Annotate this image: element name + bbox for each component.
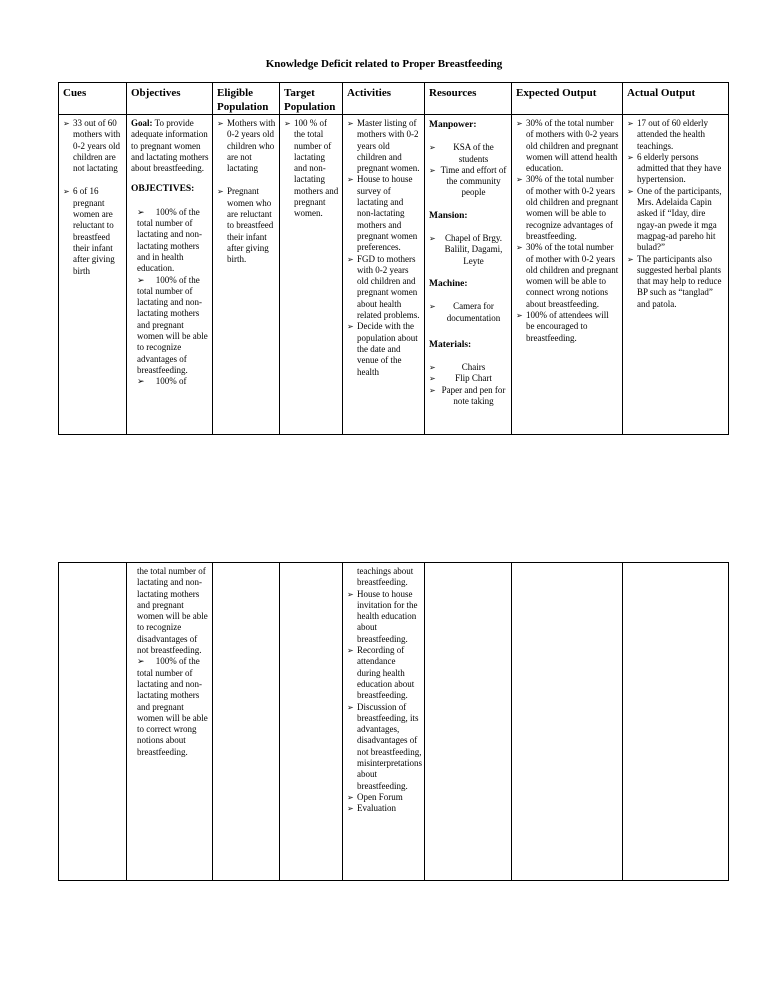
activity-text: House to house survey of lactating and non-lactating mothers and pregnant women preferences. (357, 174, 418, 253)
list-item (63, 186, 123, 276)
actual-text: One of the participants, Mrs. Adelaida Capin asked if “Iday, dire ngay-an pwede it mga magpag-ad pareho hit bulad?” (637, 185, 722, 253)
expected-text: 30% of the total number of mother with 0-2 years old children and pregnant women will be able to connect wrong notions about breastfeeding. (526, 242, 619, 309)
bullet-arrow-icon: ➢ (627, 254, 634, 264)
objective-text: 100% of the total number of lactating and non-lactating mothers and pregnant women will be able to correct wrong notions about breastfeeding. (137, 656, 208, 757)
list-item (429, 233, 508, 267)
list-item (347, 321, 421, 377)
activity-text: Master listing of mothers with 0-2 years old children and pregnant women. (357, 118, 420, 174)
bullet-arrow-icon: ➢ (516, 175, 523, 185)
bullet-arrow-icon: ➢ (429, 143, 436, 153)
bullet-arrow-icon: ➢ (627, 119, 634, 128)
bullet-arrow-icon: ➢ (429, 385, 436, 395)
activities-cell (343, 115, 425, 435)
bullet-arrow-icon: ➢ (347, 322, 354, 332)
list-item (429, 362, 508, 373)
expected-text: 30% of the total number of mother with 0-2 years old children and pregnant women will be able to recognize advantages of breastfeeding. (526, 174, 619, 241)
list-item (516, 310, 619, 344)
list-item (347, 645, 421, 701)
table-row (59, 115, 729, 435)
objective-text: 100% of the total number of lactating and non-lactating mothers and pregnant women will be able to recognize advantages of breastfeeding. (137, 274, 208, 375)
cue-text: 6 of 16 pregnant women are reluctant to breastfeed their infant after giving birth (73, 186, 115, 276)
list-item (347, 254, 421, 322)
target-population-cell (280, 115, 343, 435)
list-item (429, 142, 508, 165)
list-item (627, 186, 725, 254)
eligible-text: Pregnant women who are reluctant to breastfeed their infant after giving birth. (227, 186, 274, 265)
target-population-cell (280, 563, 343, 881)
list-item (347, 118, 421, 174)
bullet-arrow-icon: ➢ (627, 152, 634, 162)
header-objectives: Objectives (127, 83, 213, 115)
bullet-arrow-icon: ➢ (627, 186, 634, 196)
header-eligible-population: Eligible Population (213, 83, 280, 115)
header-actual-output: Actual Output (623, 83, 729, 115)
bullet-arrow-icon: ➢ (347, 646, 354, 656)
resources-cell (425, 563, 512, 881)
list-item (63, 118, 123, 174)
page-title: Knowledge Deficit related to Proper Breastfeeding (265, 58, 503, 70)
eligible-population-cell (213, 563, 280, 881)
activity-text: House to house invitation for the health education about breastfeeding. (357, 588, 418, 644)
objectives-cell (127, 115, 213, 435)
list-item (429, 385, 508, 408)
activity-text: FGD to mothers with 0-2 years old children and pregnant women about health related problems. (357, 253, 420, 321)
resource-text: Time and effort of the community people (440, 164, 507, 198)
materials-label: Materials: (429, 339, 472, 350)
cues-cell (59, 115, 127, 435)
bullet-arrow-icon: ➢ (347, 175, 354, 185)
activities-cell (343, 563, 425, 881)
list-item (131, 275, 209, 377)
objective-text: 100% of the total number of lactating and non-lactating mothers and in health education. (137, 206, 202, 274)
objective-continuation: the total number of lactating and non-lactating mothers and pregnant women will be able to recognize disadvantages of not breastfeeding. (137, 566, 208, 656)
list-item (131, 656, 209, 758)
cues-cell (59, 563, 127, 881)
resource-text: Flip Chart (455, 373, 492, 384)
list-item (131, 207, 209, 275)
list-item (217, 186, 276, 265)
activity-text: Recording of attendance during health education about breastfeeding. (357, 645, 415, 701)
manpower-label: Manpower: (429, 120, 477, 130)
activity-text: Decide with the population about the date and venue of the health (357, 321, 418, 377)
actual-text: The participants also suggested herbal plants that may help to reduce BP such as “tanglad” and patola. (637, 253, 722, 309)
resource-text: Paper and pen for note taking (441, 384, 506, 407)
list-item (429, 373, 508, 384)
goal-text: To provide adequate information to pregnant women and lactating mothers about breastfeeding. (131, 118, 209, 174)
bullet-arrow-icon: ➢ (516, 119, 523, 128)
bullet-arrow-icon: ➢ (429, 234, 436, 244)
bullet-arrow-icon: ➢ (347, 254, 354, 264)
bullet-arrow-icon: ➢ (137, 274, 145, 285)
objectives-label: OBJECTIVES: (131, 184, 195, 195)
bullet-arrow-icon: ➢ (347, 119, 354, 128)
resource-text: Camera for documentation (446, 301, 501, 323)
list-item (627, 152, 725, 186)
expected-output-cell (512, 563, 623, 881)
header-cues: Cues (59, 83, 127, 115)
bullet-arrow-icon: ➢ (429, 302, 436, 312)
bullet-arrow-icon: ➢ (516, 311, 523, 321)
list-item (131, 376, 209, 387)
list-item (627, 254, 725, 310)
bullet-arrow-icon: ➢ (137, 376, 145, 387)
expected-text: 30% of the total number of mothers with 0-2 years old children and pregnant women will attend health education. (526, 118, 619, 174)
list-item (347, 174, 421, 253)
activity-text: Evaluation (357, 803, 396, 814)
eligible-text: Mothers with 0-2 years old children who are not lactating (227, 118, 276, 174)
header-resources: Resources (425, 83, 512, 115)
goal-label: Goal: (131, 118, 153, 128)
bullet-arrow-icon: ➢ (217, 187, 224, 197)
resource-text: Chairs (461, 362, 486, 373)
list-item (217, 118, 276, 174)
bullet-arrow-icon: ➢ (429, 363, 436, 373)
resource-text: Chapel of Brgy. Balilit, Dagami, Leyte (444, 233, 503, 266)
objective-text: 100% of (155, 376, 187, 387)
list-item (429, 301, 508, 324)
list-item (347, 566, 421, 589)
list-item (516, 118, 619, 174)
resource-text: KSA of the students (453, 142, 494, 164)
objectives-cell (127, 563, 213, 881)
bullet-arrow-icon: ➢ (347, 589, 354, 599)
actual-text: 6 elderly persons admitted that they have hypertension. (637, 151, 722, 185)
eligible-population-cell (213, 115, 280, 435)
bullet-arrow-icon: ➢ (429, 165, 436, 175)
table-header-row (59, 83, 729, 115)
bullet-arrow-icon: ➢ (63, 187, 70, 197)
care-plan-table-page-1 (58, 82, 729, 435)
activity-continuation: teachings about breastfeeding. (357, 566, 414, 588)
activity-text: Open Forum (357, 791, 403, 802)
target-text: 100 % of the total number of lactating and non-lactating mothers and pregnant women. (294, 118, 339, 219)
bullet-arrow-icon: ➢ (63, 119, 70, 128)
expected-output-cell (512, 115, 623, 435)
header-target-population: Target Population (280, 83, 343, 115)
bullet-arrow-icon: ➢ (429, 374, 436, 384)
list-item (516, 242, 619, 310)
list-item (627, 118, 725, 152)
cue-text: 33 out of 60 mothers with 0-2 years old children are not lactating (73, 118, 121, 174)
actual-output-cell (623, 115, 729, 435)
bullet-arrow-icon: ➢ (347, 804, 354, 814)
bullet-arrow-icon: ➢ (137, 656, 145, 667)
care-plan-table-page-2 (58, 562, 729, 881)
bullet-arrow-icon: ➢ (347, 702, 354, 712)
bullet-arrow-icon: ➢ (217, 119, 224, 128)
resources-cell (425, 115, 512, 435)
machine-label: Machine: (429, 278, 468, 289)
list-item (284, 118, 339, 220)
actual-output-cell (623, 563, 729, 881)
bullet-arrow-icon: ➢ (284, 119, 291, 128)
expected-text: 100% of attendees will be encouraged to breastfeeding. (526, 310, 609, 343)
actual-text: 17 out of 60 elderly attended the health teachings. (637, 118, 708, 151)
bullet-arrow-icon: ➢ (516, 243, 523, 253)
mansion-label: Mansion: (429, 210, 468, 221)
activity-text: Discussion of breastfeeding, its advantages, disadvantages of not breastfeeding, misinterpretations about breastfeeding. (357, 701, 422, 791)
list-item (429, 165, 508, 199)
list-item (347, 589, 421, 645)
list-item (347, 803, 421, 814)
header-activities: Activities (343, 83, 425, 115)
list-item (516, 174, 619, 242)
header-expected-output: Expected Output (512, 83, 623, 115)
list-item (347, 702, 421, 792)
table-row (59, 563, 729, 881)
goal-statement (131, 118, 209, 174)
bullet-arrow-icon: ➢ (347, 792, 354, 802)
bullet-arrow-icon: ➢ (137, 206, 145, 217)
list-item (347, 792, 421, 803)
